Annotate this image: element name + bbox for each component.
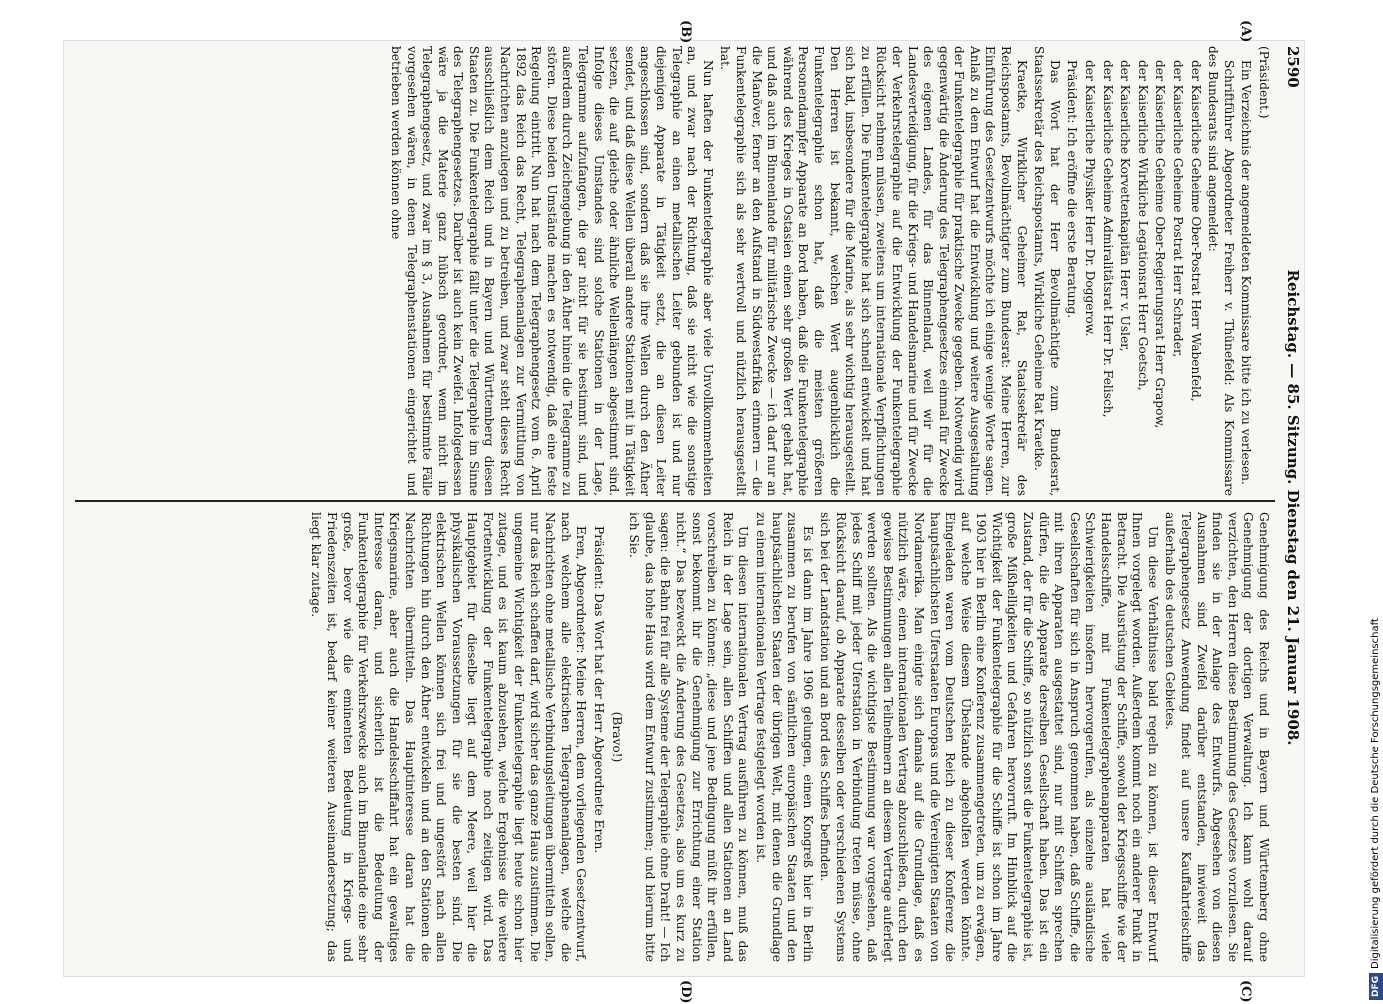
- speech-paragraph: Es ist dann im Jahre 1906 gelungen, einen Kongreß hier in Berlin zusammen zu berufen von sämtlichen europäischen Staaten und den hauptsächlichsten Staaten der übrigen Welt, mit denen die Grundlage zu einem internationalen Vertrage festgelegt worden ist.: [754, 512, 815, 962]
- left-column: [81, 46, 1271, 496]
- running-title: Reichstag. — 85. Sitzung. Dienstag den 21. Januar 1908.: [1284, 269, 1302, 746]
- speech-paragraph: Eren, Abgeordneter: Meine Herren, dem vorliegenden Gesetzentwurf, nach welchem alle elektrischen Telegraphenanlagen, welche die Nachrichten ohne metallische Verbindungsleitungen übermitteln sollen, nur das Reich schaffen darf, wird sicher das ganze Haus zustimmen. Die ungemeine Wichtigkeit der Funkentelegraphie liegt heute schon hier zutage, und es ist kaum abzusehen, welche Ergebnisse die weitere Fortentwicklung der Funkentelegraphie noch zeitigen wird. Das Hauptgebiet für dieselbe liegt auf dem Meere, weil hier die physikalischen Voraussetzungen für sie die besten sind. Die elektrischen Wellen können sich frei und ungestört nach allen Richtungen hin durch den Äther entwickeln und an den Stationen die Nachrichten übermitteln. Das Hauptinteresse daran hat die Kriegsmarine, aber auch die Handelsschiffahrt hat ein gewaltiges Interesse daran, und sicherlich ist die Bedeutung der Funkentelegraphie für Verkehrszwecke auch im Binnenlande eine sehr große, bevor wie die eminenten Bedeutung in Kriegs- und Friedenszeiten ist, bedarf keiner weiteren Auseinandersetzung; das liegt klar zutage.: [309, 512, 589, 962]
- dfg-logo: DFG: [1369, 973, 1383, 1000]
- commissioner-entry: der Kaiserliche Geheime Postrat Herr Schrader,: [1171, 60, 1186, 358]
- paragraph: Ein Verzeichnis der angemeldeten Kommissare bitte ich zu verlesen.: [1239, 60, 1254, 485]
- speaker-note: (Präsident.): [1257, 46, 1271, 119]
- running-header: [1281, 40, 1305, 975]
- margin-mark-b: (B): [678, 20, 693, 44]
- paragraph: Präsident: Das Wort hat der Herr Abgeordnete Eren.: [592, 526, 607, 854]
- commissioner-entry: der Kaiserliche Geheime Admiralitätsrat Herr Dr. Felisch,: [1100, 60, 1115, 418]
- margin-mark-c: (C): [1238, 980, 1253, 1003]
- commissioner-entry: der Kaiserliche Geheime Ober-Postrat Herr Wabenfeld,: [1188, 60, 1203, 402]
- speech-paragraph: Um diesen internationalen Vertrag ausführen zu können, muß das Reich in der Lage sein, allen Schiffen und allen Stationen an Land vorschreiben zu können: „diese und jene Bedingung müßt ihr erfüllen, sonst bekommt ihr die Genehmigung zur Errichtung einer Station nicht.“ Das bezweckt die Änderung des Gesetzes, also um es kurz zu sagen: die Bahn frei für alle Systeme der Telegraphie ohne Draht! — Ich glaube, das hohe Haus wird dem Entwurf zustimmen; und hierum bitte ich Sie.: [627, 512, 751, 962]
- page-number: 2590: [1284, 46, 1302, 88]
- paragraph: Das Wort hat der Herr Bevollmächtigte zum Bundesrat, Staatssekretär des Reichspostamts, Wirkliche Geheime Rat Kraetke.: [1032, 46, 1062, 496]
- paragraph: Präsident: Ich eröffne die erste Beratung.: [1065, 60, 1080, 319]
- footer-text: Digitalisierung gefördert durch die Deutsche Forschungsgemeinschaft: [1370, 618, 1381, 969]
- speech-paragraph: Genehmigung des Reichs und in Bayern und Württemberg ohne Genehmigung der dortigen Verwaltung. Ich kann wohl darauf verzichten, den Herren diese Bestimmung des Gesetzes vorzulesen. Sie finden sie in der Anlage des Entwurfs. Abgesehen von diesen Ausnahmen sind Zweifel darüber entstanden, inwieweit das Telegraphengesetz Anwendung findet auf unsere Kauffahrteischiffe außerhalb des deutschen Gebietes.: [1163, 512, 1271, 962]
- paragraph: Schriftführer Abgeordneter Freiherr v. Thünefeld: Als Kommissare des Bundesrats sind angemeldet:: [1206, 46, 1236, 496]
- speech-paragraph: Nun haften der Funkentelegraphie aber viele Unvollkommenheiten an, und zwar nach der Richtung, daß sie nicht wie die sonstige Telegraphie an einen metallischen Leiter gebunden ist und nur diejenigen Apparate in Tätigkeit setzt, die an diesen Leiter angeschlossen sind, sondern daß sie ihre Wellen durch den Äther sendet, und daß diese Wellen überall andere Stationen mit in Tätigkeit setzen, die auf gleiche oder ähnliche Wellenlängen abgestimmt sind. Infolge dieses Umstandes sind solche Stationen in der Lage, Telegramme aufzufangen, die gar nicht für sie bestimmt sind, und außerdem durch Zeichengebung in den Äther hinein die Telegramme zu stören. Diese beiden Umstände machen es notwendig, daß eine feste Regelung eintritt. Nun hat nach dem Telegraphengesetz vom 6. April 1892 das Reich das Recht, Telegraphenanlagen zur Vermittlung von Nachrichten anzulegen und zu betreiben, und zwar steht dieses Recht ausschließlich dem Reich und in Bayern und Württemberg diesen Staaten zu. Die Funkentelegraphie fällt unter die Telegraphie im Sinne des Telegraphengesetzes. Darüber ist auch kein Zweifel. Infolgedessen wäre ja die Materie ganz hübsch geordnet, wenn nicht im Telegraphengesetz, und zwar im § 3, Ausnahmen für bestimmte Fälle vorgesehen wären, in denen Telegraphenstationen eingerichtet und betrieben werden können ohne: [388, 46, 715, 496]
- commissioner-entry: der Kaiserliche Geheime Ober-Regierungsrat Herr Grapow,: [1153, 60, 1168, 429]
- right-column: [81, 512, 1271, 962]
- speech-paragraph: Kraetke, Wirklicher Geheimer Rat, Staatssekretär des Reichspostamts, Bevollmächtigter zum Bundesrat: Meine Herren, zur Einführung des Gesetzentwurfs möchte ich einige wenige Worte sagen. Anlaß zu dem Entwurf hat die Entwicklung und weitere Ausgestaltung der Funkentelegraphie für praktische Zwecke gegeben. Notwendig wird gegenwärtig die Änderung des Telegraphengesetzes einmal für Zwecke des eigenen Landes, für das Binnenland, weil wir für die Landesverteidigung, für die Kriegs- und Handelsmarine und für Zwecke der Verkehrstelegraphie auf die Entwicklung der Funkentelegraphie Rücksicht nehmen müssen, zweitens um internationale Verpflichtungen zu erfüllen. Die Funkentelegraphie hat sich schnell entwickelt und hat sich bald, insbesondere für die Marine, als sehr wichtig herausgestellt. Den Herren ist bekannt, welchen Wert augenblicklich die Funkentelegraphie schon hat, daß die meisten größeren Personendampfer Apparate an Bord haben, daß die Funkentelegraphie während des Krieges in Ostasien einen sehr großen Wert gehabt hat, und daß auch im Binnenlande für militärische Zwecke — ich darf nur an die Manöver, ferner an den Aufstand in Südwestafrika erinnern — die Funkentelegraphie sich als sehr wertvoll und nützlich herausgestellt hat.: [718, 46, 1029, 496]
- digitization-footer: [1369, 0, 1383, 1000]
- margin-mark-d: (D): [678, 980, 693, 1004]
- applause-note: (Bravo!): [609, 711, 624, 763]
- margin-mark-a: (A): [1238, 20, 1253, 43]
- column-divider: [75, 500, 1275, 502]
- commissioner-entry: der Kaiserliche Korvettenkapitän Herr v. Usler,: [1118, 60, 1133, 352]
- commissioner-entry: der Kaiserliche Wirkliche Legationsrat Herr Goetsch,: [1135, 60, 1150, 391]
- commissioner-entry: der Kaiserliche Physiker Herr Dr. Doggerow.: [1083, 60, 1098, 337]
- speech-paragraph: Um diese Verhältnisse bald regeln zu können, ist dieser Entwurf Ihnen vorgelegt worden. Außerdem kommt noch ein anderer Punkt in Betracht. Die Ausrüstung der Schiffe, sowohl der Kriegsschiffe wie der Handelsschiffe, mit Funkentelegraphenapparaten hat viele Schwierigkeiten insofern hervorgerufen, als einzelne ausländische Gesellschaften für sich in Anspruch genommen haben, daß Schiffe, die mit ihren Apparaten ausgestattet sind, nur mit Schiffen sprechen dürfen, die die Apparate derselben Gesellschaft haben. Das ist ein Zustand, der für die Schiffe, so nützlich sonst die Funkentelegraphie ist, große Mißhelligkeiten und Gefahren hervorruft. Im Hinblick auf die Wichtigkeit der Funkentelegraphie für die Schiffe ist schon im Jahre 1903 hier in Berlin eine Konferenz zusammengetreten, um zu erwägen, auf welche Weise diesem Übelstande abgeholfen werden könnte. Eingeladen waren vom Deutschen Reich zu dieser Konferenz die hauptsächlichsten Uferstaaten Europas und die Vereinigten Staaten von Nordamerika. Man einigte sich damals auf die Grundlage, daß es nützlich wäre, einen internationalen Vertrag abzuschließen, durch den gewisse Bestimmungen allen Teilnehmern an diesem Vertrage auferlegt werden sollten. Als die wichtigste Bestimmung war vorgesehen, daß jedes Schiff mit jeder Uferstation in Verbindung treten müsse, ohne Rücksicht darauf, ob Apparate desselben oder verschiedenen Systems sich bei der Landstation und an Bord des Schiffes befinden.: [818, 512, 1160, 962]
